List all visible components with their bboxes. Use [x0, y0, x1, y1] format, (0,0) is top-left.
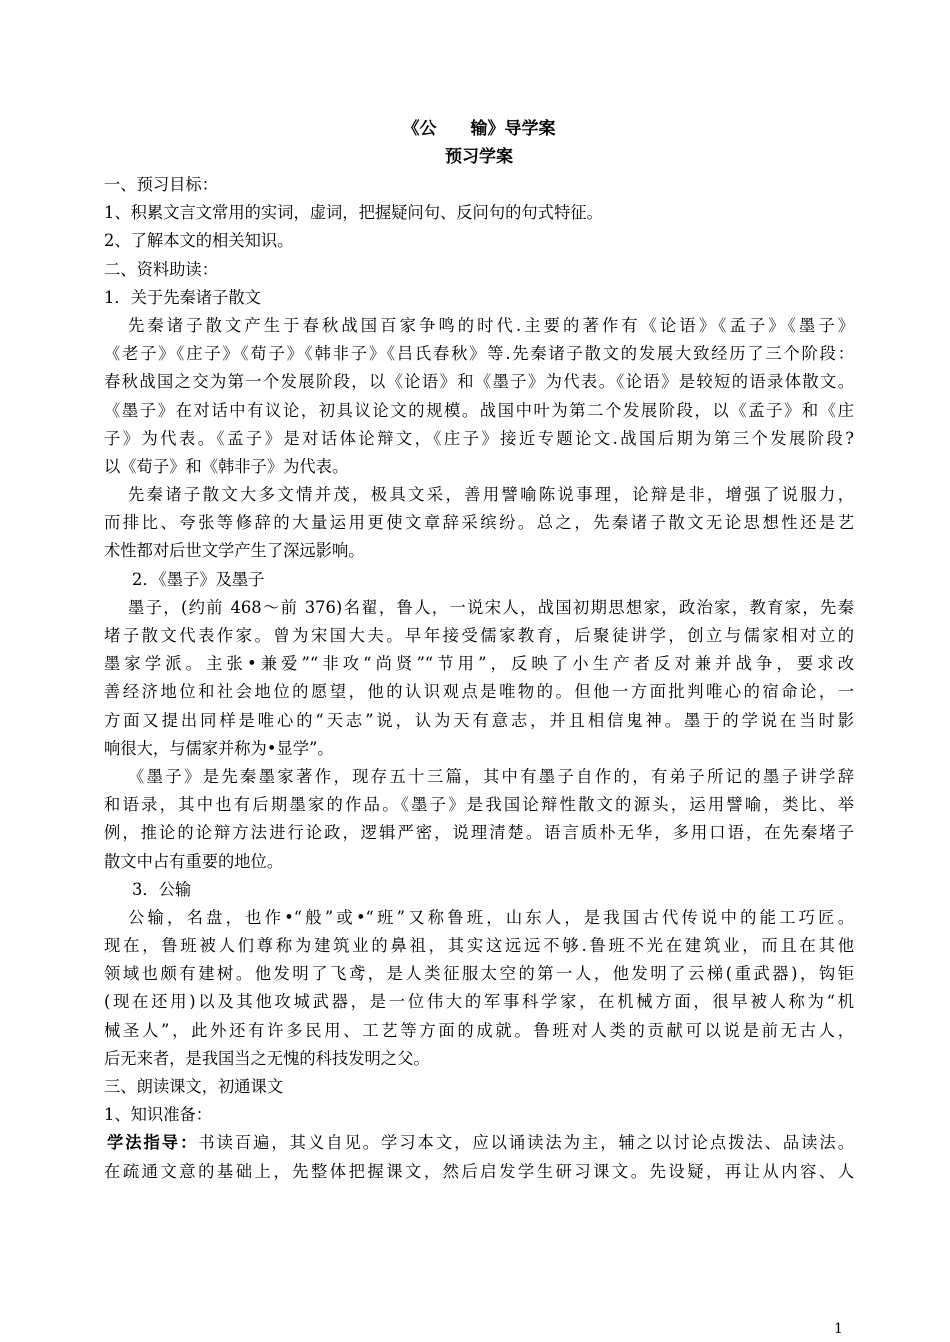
- section-heading: 二、资料助读：: [104, 259, 218, 279]
- paragraph-line: 墨子，(约前 468～前 376)名翟，鲁人，一说宋人，战国初期思想家，政治家，教育家，先秦: [128, 597, 854, 617]
- paragraph-line: 堵子散文代表作家。曾为宋国大夫。早年接受儒家教育，后聚徒讲学，创立与儒家相对立的: [104, 626, 854, 645]
- paragraph-line: 后无来者，是我国当之无愧的科技发明之父。: [104, 1048, 430, 1068]
- subsection-heading: 3．公输: [132, 879, 192, 899]
- paragraph-line: 领域也颇有建树。他发明了飞鸢，是人类征服太空的第一人，他发明了云梯(重武器)，钩钜: [104, 964, 854, 984]
- document-page: [104, 115, 854, 1186]
- subsection-heading: 2．《墨子》及墨子: [132, 569, 265, 589]
- paragraph-line: 响很大，与儒家并称为•显学”。: [104, 738, 334, 758]
- method-guide-label: 学法指导：: [107, 1133, 199, 1153]
- paragraph-line: 方面又提出同样是唯心的“天志”说，认为天有意志，并且相信鬼神。墨于的学说在当时影: [104, 710, 854, 730]
- paragraph-line: 子》为代表。《孟子》是对话体论辩文，《庄子》接近专题论文.战国后期为第三个发展阶段?: [104, 428, 854, 448]
- paragraph-line: 散文中占有重要的地位。: [104, 851, 284, 871]
- paragraph-line: 先秦诸子散文产生于春秋战国百家争鸣的时代.主要的著作有《论语》《孟子》《墨子》: [128, 315, 854, 335]
- paragraph-line: 公输，名盘，也作•“般”或•“班”又称鲁班，山东人，是我国古代传说中的能工巧匠。: [128, 907, 854, 927]
- paragraph-line: 先秦诸子散文大多文情并茂，极具文采，善用譬喻陈说事理，论辩是非，增强了说服力，: [128, 485, 854, 505]
- paragraph-line: 现在，鲁班被人们尊称为建筑业的鼻祖，其实这远远不够.鲁班不光在建筑业，而且在其他: [104, 936, 854, 956]
- paragraph-line: 春秋战国之交为第一个发展阶段，以《论语》和《墨子》为代表。《论语》是较短的语录体散文。: [104, 372, 854, 392]
- subsection-heading: 1、知识准备：: [104, 1105, 213, 1125]
- method-guide-line: [104, 1129, 854, 1157]
- paragraph-line: 和语录，其中也有后期墨家的作品。《墨子》是我国论辩性散文的源头，运用譬喻，类比、举: [104, 795, 854, 815]
- section-heading: 一、预习目标：: [104, 175, 218, 194]
- paragraph-line: 术性都对后世文学产生了深远影响。: [104, 541, 365, 561]
- paragraph-line: 《墨子》是先秦墨家著作，现存五十三篇，其中有墨子自作的，有弟子所记的墨子讲学辞: [128, 766, 854, 786]
- goal-item: 1、积累文言文常用的实词，虚词，把握疑问句、反问句的句式特征。: [104, 203, 603, 223]
- paragraph-line: (现在还用)以及其他攻城武器，是一位伟大的军事科学家，在机械方面，很早被人称为“机: [104, 992, 854, 1012]
- paragraph-line: 在疏通文意的基础上，先整体把握课文，然后启发学生研习课文。先设疑，再让从内容、人: [104, 1161, 854, 1181]
- method-guide-text: 书读百遍，其义自见。学习本文，应以诵读法为主，辅之以讨论点拨法、品读法。: [198, 1133, 854, 1153]
- goal-item: 2、了解本文的相关知识。: [104, 231, 294, 251]
- subsection-heading: 1．关于先秦诸子散文: [104, 287, 261, 307]
- paragraph-line: 善经济地位和社会地位的愿望，他的认识观点是唯物的。但他一方面批判唯心的宿命论，一: [104, 682, 854, 702]
- paragraph-line: 《墨子》在对话中有议论，初具议论文的规模。战国中叶为第二个发展阶段，以《孟子》和《庄: [104, 400, 854, 420]
- page-number: 1: [834, 1321, 843, 1337]
- paragraph-line: 械圣人”，此外还有许多民用、工艺等方面的成就。鲁班对人类的贡献可以说是前无古人，: [104, 1020, 854, 1040]
- paragraph-line: 而排比、夸张等修辞的大量运用更使文章辞采缤纷。总之，先秦诸子散文无论思想性还是艺: [104, 513, 854, 533]
- paragraph-line: 例，推论的论辩方法进行论政，逻辑严密，说理清楚。语言质朴无华，多用口语，在先秦堵子: [104, 823, 854, 843]
- paragraph-line: 墨家学派。主张•兼爱”“非攻“尚贤”“节用”，反映了小生产者反对兼并战争，要求改: [104, 654, 854, 674]
- document-title: 《公 输》导学案: [402, 119, 556, 139]
- paragraph-line: 《老子》《庄子》《荀子》《韩非子》《吕氏春秋》等.先秦诸子散文的发展大致经历了三个阶段：: [104, 344, 854, 364]
- paragraph-line: 以《荀子》和《韩非子》为代表。: [104, 456, 349, 476]
- section-heading: 三、朗读课文，初通课文: [104, 1077, 284, 1096]
- document-subtitle: 预习学案: [445, 147, 513, 167]
